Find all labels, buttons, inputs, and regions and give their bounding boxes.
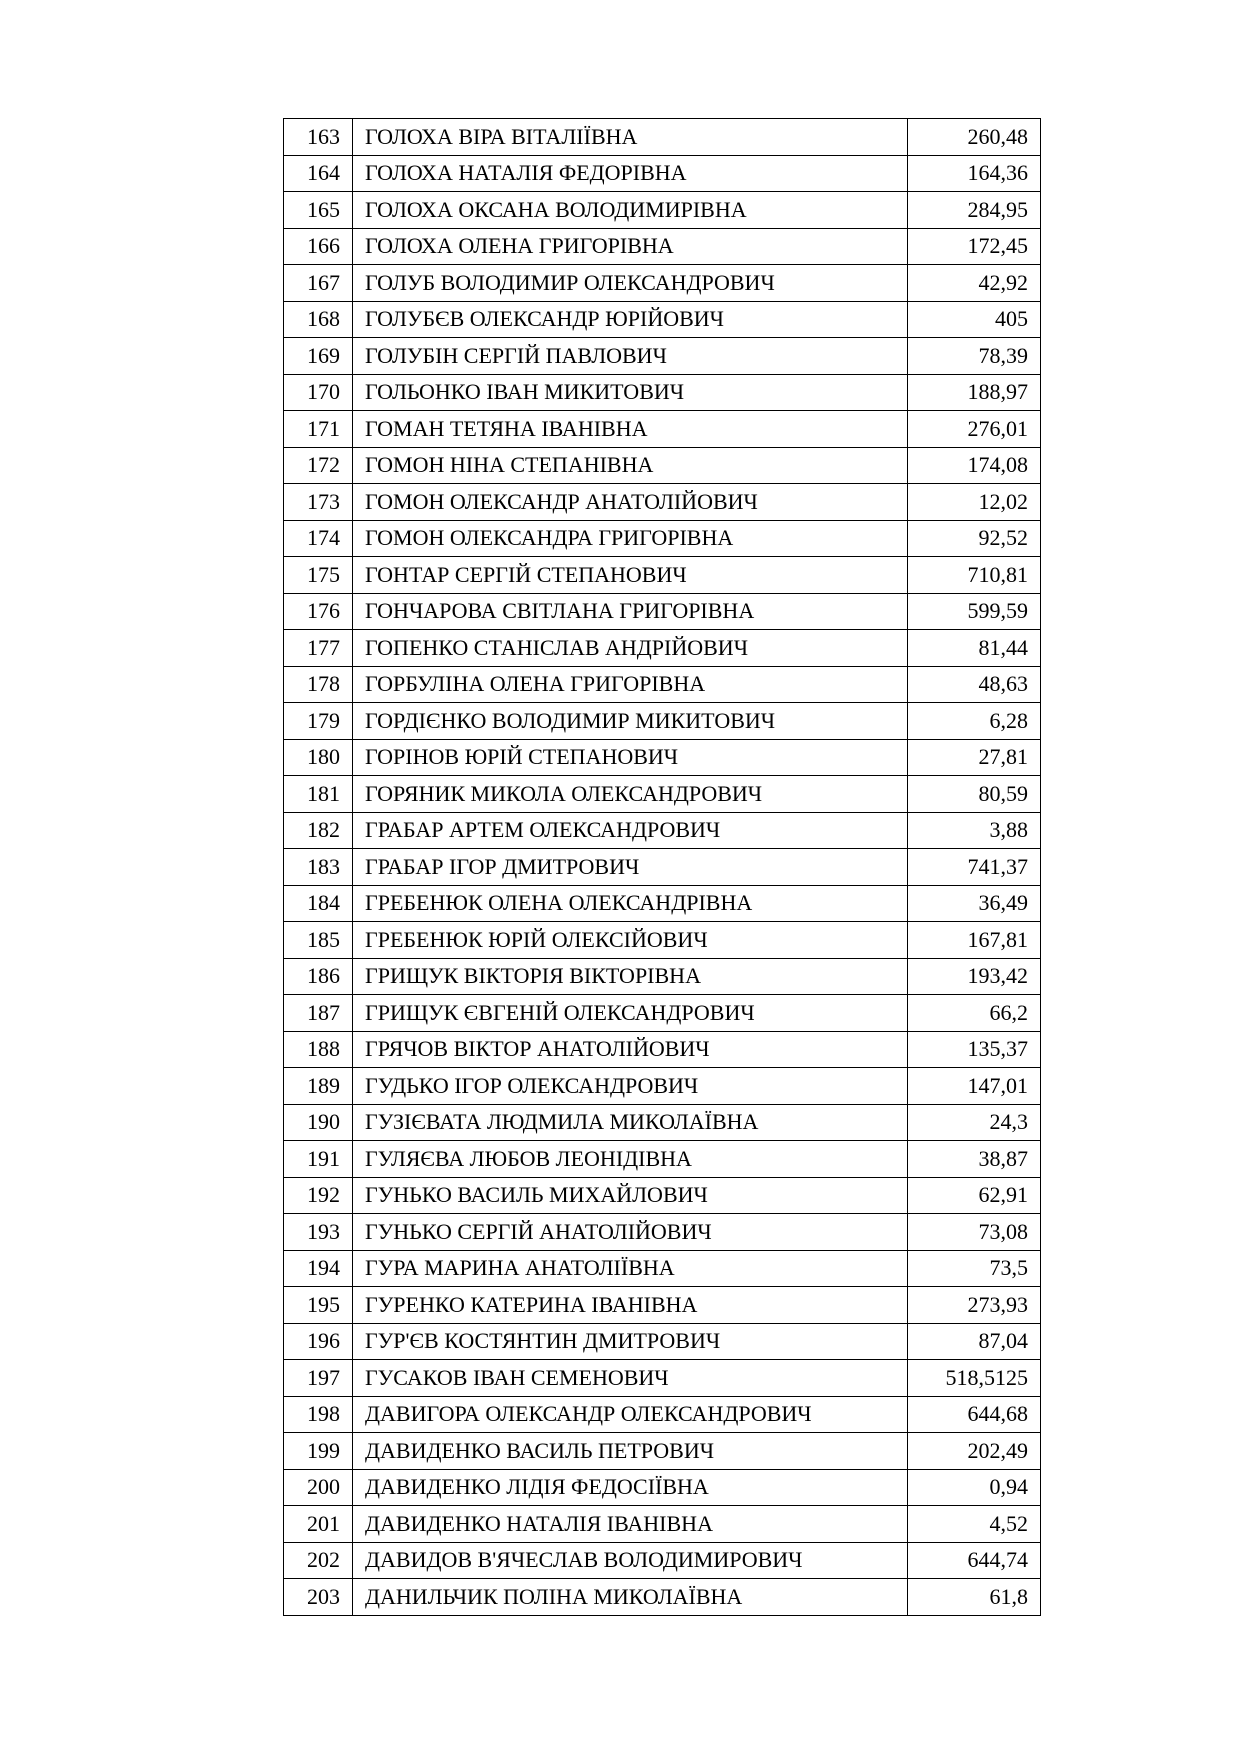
row-number-cell: 188: [284, 1031, 353, 1068]
row-number-cell: 169: [284, 338, 353, 375]
row-number-cell: 171: [284, 411, 353, 448]
amount-cell: 4,52: [908, 1506, 1041, 1543]
table-row: [284, 630, 1041, 667]
recipients-table: [283, 118, 1041, 1616]
table-row: [284, 484, 1041, 521]
table-row: [284, 119, 1041, 156]
full-name-cell: ГОЛОХА ОКСАНА ВОЛОДИМИРІВНА: [353, 192, 908, 229]
table-row: [284, 1506, 1041, 1543]
table-row: [284, 1433, 1041, 1470]
full-name-cell: ГОМОН НІНА СТЕПАНІВНА: [353, 447, 908, 484]
table-body: [284, 119, 1041, 1616]
row-number-cell: 181: [284, 776, 353, 813]
full-name-cell: ГОРДІЄНКО ВОЛОДИМИР МИКИТОВИЧ: [353, 703, 908, 740]
table-row: [284, 265, 1041, 302]
table-row: [284, 958, 1041, 995]
row-number-cell: 174: [284, 520, 353, 557]
row-number-cell: 192: [284, 1177, 353, 1214]
full-name-cell: ДАВИДЕНКО ВАСИЛЬ ПЕТРОВИЧ: [353, 1433, 908, 1470]
row-number-cell: 176: [284, 593, 353, 630]
row-number-cell: 203: [284, 1579, 353, 1616]
table-row: [284, 1360, 1041, 1397]
full-name-cell: ГРАБАР ІГОР ДМИТРОВИЧ: [353, 849, 908, 886]
full-name-cell: ГРАБАР АРТЕМ ОЛЕКСАНДРОВИЧ: [353, 812, 908, 849]
row-number-cell: 195: [284, 1287, 353, 1324]
row-number-cell: 180: [284, 739, 353, 776]
full-name-cell: ГРИЩУК ВІКТОРІЯ ВІКТОРІВНА: [353, 958, 908, 995]
table-row: [284, 1396, 1041, 1433]
table-row: [284, 411, 1041, 448]
table-row: [284, 885, 1041, 922]
row-number-cell: 190: [284, 1104, 353, 1141]
row-number-cell: 193: [284, 1214, 353, 1251]
full-name-cell: ГОРБУЛІНА ОЛЕНА ГРИГОРІВНА: [353, 666, 908, 703]
amount-cell: 167,81: [908, 922, 1041, 959]
full-name-cell: ГУСАКОВ ІВАН СЕМЕНОВИЧ: [353, 1360, 908, 1397]
row-number-cell: 164: [284, 155, 353, 192]
table-row: [284, 1177, 1041, 1214]
row-number-cell: 197: [284, 1360, 353, 1397]
row-number-cell: 163: [284, 119, 353, 156]
row-number-cell: 200: [284, 1469, 353, 1506]
amount-cell: 81,44: [908, 630, 1041, 667]
amount-cell: 644,74: [908, 1542, 1041, 1579]
full-name-cell: ГОЛОХА ОЛЕНА ГРИГОРІВНА: [353, 228, 908, 265]
full-name-cell: ГОЛОХА НАТАЛІЯ ФЕДОРІВНА: [353, 155, 908, 192]
full-name-cell: ГРЕБЕНЮК ЮРІЙ ОЛЕКСІЙОВИЧ: [353, 922, 908, 959]
full-name-cell: ГОНЧАРОВА СВІТЛАНА ГРИГОРІВНА: [353, 593, 908, 630]
table-row: [284, 666, 1041, 703]
amount-cell: 27,81: [908, 739, 1041, 776]
full-name-cell: ГУР'ЄВ КОСТЯНТИН ДМИТРОВИЧ: [353, 1323, 908, 1360]
table-row: [284, 228, 1041, 265]
table-row: [284, 739, 1041, 776]
amount-cell: 12,02: [908, 484, 1041, 521]
full-name-cell: ГУЗІЄВАТА ЛЮДМИЛА МИКОЛАЇВНА: [353, 1104, 908, 1141]
row-number-cell: 202: [284, 1542, 353, 1579]
amount-cell: 73,5: [908, 1250, 1041, 1287]
full-name-cell: ГУРЕНКО КАТЕРИНА ІВАНІВНА: [353, 1287, 908, 1324]
amount-cell: 276,01: [908, 411, 1041, 448]
amount-cell: 147,01: [908, 1068, 1041, 1105]
amount-cell: 66,2: [908, 995, 1041, 1032]
row-number-cell: 173: [284, 484, 353, 521]
row-number-cell: 167: [284, 265, 353, 302]
row-number-cell: 170: [284, 374, 353, 411]
row-number-cell: 165: [284, 192, 353, 229]
table-row: [284, 995, 1041, 1032]
full-name-cell: ДАНИЛЬЧИК ПОЛІНА МИКОЛАЇВНА: [353, 1579, 908, 1616]
amount-cell: 73,08: [908, 1214, 1041, 1251]
row-number-cell: 196: [284, 1323, 353, 1360]
full-name-cell: ГОМАН ТЕТЯНА ІВАНІВНА: [353, 411, 908, 448]
row-number-cell: 168: [284, 301, 353, 338]
full-name-cell: ГУЛЯЄВА ЛЮБОВ ЛЕОНІДІВНА: [353, 1141, 908, 1178]
table-row: [284, 1214, 1041, 1251]
amount-cell: 202,49: [908, 1433, 1041, 1470]
full-name-cell: ГРЕБЕНЮК ОЛЕНА ОЛЕКСАНДРІВНА: [353, 885, 908, 922]
full-name-cell: ДАВИГОРА ОЛЕКСАНДР ОЛЕКСАНДРОВИЧ: [353, 1396, 908, 1433]
amount-cell: 172,45: [908, 228, 1041, 265]
amount-cell: 135,37: [908, 1031, 1041, 1068]
full-name-cell: ГОЛЬОНКО ІВАН МИКИТОВИЧ: [353, 374, 908, 411]
amount-cell: 284,95: [908, 192, 1041, 229]
row-number-cell: 199: [284, 1433, 353, 1470]
full-name-cell: ДАВИДЕНКО НАТАЛІЯ ІВАНІВНА: [353, 1506, 908, 1543]
amount-cell: 710,81: [908, 557, 1041, 594]
table-row: [284, 1323, 1041, 1360]
table-row: [284, 155, 1041, 192]
table-row: [284, 1031, 1041, 1068]
amount-cell: 78,39: [908, 338, 1041, 375]
row-number-cell: 182: [284, 812, 353, 849]
full-name-cell: ГОНТАР СЕРГІЙ СТЕПАНОВИЧ: [353, 557, 908, 594]
amount-cell: 61,8: [908, 1579, 1041, 1616]
table-row: [284, 1469, 1041, 1506]
row-number-cell: 183: [284, 849, 353, 886]
amount-cell: 62,91: [908, 1177, 1041, 1214]
table-row: [284, 557, 1041, 594]
amount-cell: 38,87: [908, 1141, 1041, 1178]
table-row: [284, 1542, 1041, 1579]
amount-cell: 174,08: [908, 447, 1041, 484]
full-name-cell: ГРЯЧОВ ВІКТОР АНАТОЛІЙОВИЧ: [353, 1031, 908, 1068]
amount-cell: 164,36: [908, 155, 1041, 192]
amount-cell: 48,63: [908, 666, 1041, 703]
amount-cell: 42,92: [908, 265, 1041, 302]
full-name-cell: ГОЛУБ ВОЛОДИМИР ОЛЕКСАНДРОВИЧ: [353, 265, 908, 302]
table-row: [284, 1287, 1041, 1324]
full-name-cell: ГОРЯНИК МИКОЛА ОЛЕКСАНДРОВИЧ: [353, 776, 908, 813]
row-number-cell: 172: [284, 447, 353, 484]
row-number-cell: 201: [284, 1506, 353, 1543]
full-name-cell: ГУНЬКО ВАСИЛЬ МИХАЙЛОВИЧ: [353, 1177, 908, 1214]
amount-cell: 260,48: [908, 119, 1041, 156]
row-number-cell: 187: [284, 995, 353, 1032]
amount-cell: 87,04: [908, 1323, 1041, 1360]
full-name-cell: ГОПЕНКО СТАНІСЛАВ АНДРІЙОВИЧ: [353, 630, 908, 667]
full-name-cell: ГОМОН ОЛЕКСАНДР АНАТОЛІЙОВИЧ: [353, 484, 908, 521]
full-name-cell: ГОЛУБЄВ ОЛЕКСАНДР ЮРІЙОВИЧ: [353, 301, 908, 338]
table-row: [284, 1579, 1041, 1616]
table-row: [284, 849, 1041, 886]
row-number-cell: 191: [284, 1141, 353, 1178]
amount-cell: 3,88: [908, 812, 1041, 849]
amount-cell: 24,3: [908, 1104, 1041, 1141]
full-name-cell: ГОЛОХА ВІРА ВІТАЛІЇВНА: [353, 119, 908, 156]
amount-cell: 36,49: [908, 885, 1041, 922]
table-row: [284, 301, 1041, 338]
table-row: [284, 192, 1041, 229]
amount-cell: 599,59: [908, 593, 1041, 630]
row-number-cell: 186: [284, 958, 353, 995]
row-number-cell: 175: [284, 557, 353, 594]
amount-cell: 273,93: [908, 1287, 1041, 1324]
amount-cell: 518,5125: [908, 1360, 1041, 1397]
table-row: [284, 812, 1041, 849]
full-name-cell: ГУРА МАРИНА АНАТОЛІЇВНА: [353, 1250, 908, 1287]
table-row: [284, 593, 1041, 630]
amount-cell: 644,68: [908, 1396, 1041, 1433]
full-name-cell: ГОЛУБІН СЕРГІЙ ПАВЛОВИЧ: [353, 338, 908, 375]
table-row: [284, 1068, 1041, 1105]
table-row: [284, 447, 1041, 484]
table-row: [284, 1250, 1041, 1287]
row-number-cell: 189: [284, 1068, 353, 1105]
table-row: [284, 703, 1041, 740]
row-number-cell: 194: [284, 1250, 353, 1287]
amount-cell: 6,28: [908, 703, 1041, 740]
table-row: [284, 1141, 1041, 1178]
amount-cell: 0,94: [908, 1469, 1041, 1506]
table-row: [284, 338, 1041, 375]
full-name-cell: ДАВИДОВ В'ЯЧЕСЛАВ ВОЛОДИМИРОВИЧ: [353, 1542, 908, 1579]
full-name-cell: ГУДЬКО ІГОР ОЛЕКСАНДРОВИЧ: [353, 1068, 908, 1105]
table-row: [284, 374, 1041, 411]
full-name-cell: ДАВИДЕНКО ЛІДІЯ ФЕДОСІЇВНА: [353, 1469, 908, 1506]
row-number-cell: 198: [284, 1396, 353, 1433]
row-number-cell: 184: [284, 885, 353, 922]
amount-cell: 80,59: [908, 776, 1041, 813]
amount-cell: 405: [908, 301, 1041, 338]
table-row: [284, 520, 1041, 557]
row-number-cell: 185: [284, 922, 353, 959]
full-name-cell: ГОРІНОВ ЮРІЙ СТЕПАНОВИЧ: [353, 739, 908, 776]
table-row: [284, 1104, 1041, 1141]
row-number-cell: 178: [284, 666, 353, 703]
amount-cell: 92,52: [908, 520, 1041, 557]
amount-cell: 741,37: [908, 849, 1041, 886]
amount-cell: 193,42: [908, 958, 1041, 995]
table-row: [284, 922, 1041, 959]
row-number-cell: 177: [284, 630, 353, 667]
row-number-cell: 166: [284, 228, 353, 265]
full-name-cell: ГРИЩУК ЄВГЕНІЙ ОЛЕКСАНДРОВИЧ: [353, 995, 908, 1032]
full-name-cell: ГУНЬКО СЕРГІЙ АНАТОЛІЙОВИЧ: [353, 1214, 908, 1251]
row-number-cell: 179: [284, 703, 353, 740]
amount-cell: 188,97: [908, 374, 1041, 411]
full-name-cell: ГОМОН ОЛЕКСАНДРА ГРИГОРІВНА: [353, 520, 908, 557]
table-row: [284, 776, 1041, 813]
